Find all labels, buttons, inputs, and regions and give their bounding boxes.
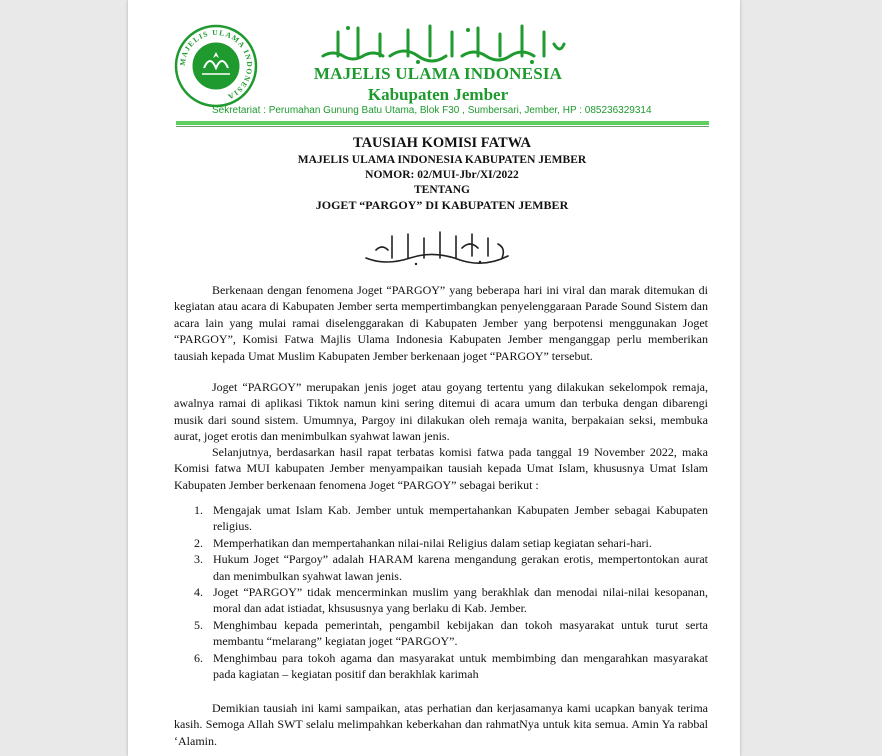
header-divider-thin (176, 126, 709, 127)
logo-ring-text: MAJELIS ULAMA INDONESIA (177, 27, 255, 102)
org-region: Kabupaten Jember (367, 85, 509, 104)
document-title: TAUSIAH KOMISI FATWA (352, 135, 532, 151)
org-name: MAJELIS ULAMA INDONESIA (313, 64, 563, 83)
paragraph-3 (174, 444, 708, 493)
paragraph-2 (174, 379, 708, 445)
list-item (188, 535, 708, 551)
list-item-text: Memperhatikan dan mempertahankan nilai-nilai Religius dalam setiap kegiatan sehari-hari. (213, 535, 652, 550)
list-item-text: Menghimbau kepada pemerintah, pengambil kebijakan dan tokoh masyarakat untuk turut serta membantu “melarang” kegiatan joget “PARGOY”. (213, 617, 708, 649)
list-item-number: 2. (194, 535, 203, 550)
paragraph-1-text: Berkenaan dengan fenomena Joget “PARGOY” yang beberapa hari ini viral dan marak ditemukan di kegiatan atau acara di Kabupaten Jember serta mempertimbangkan penyelenggaraan Parade Sound Sistem dan acara lain yang mulai ramai diselenggarakan di Kabupaten Jember yang berpotensi menggunakan Joget “PARGOY”, Komisi Fatwa Majlis Ulama Indonesia Kabupaten Jember menganggap perlu memberikan tausiah kepada Umat Muslim Kabupaten Jember berkenaan joget “PARGOY” tersebut. (174, 283, 708, 363)
list-item-number: 3. (194, 552, 203, 567)
list-item-text: Joget “PARGOY” tidak mencerminkan muslim yang berakhlak dan menodai nilai-nilai kesopanan, moral dan adat istiadat, khsususnya yang berlaku di Kab. Jember. (213, 585, 708, 616)
paragraph-3-text: Selanjutnya, berdasarkan hasil rapat terbatas komisi fatwa pada tanggal 19 November 2022, maka Komisi fatwa MUI kabupaten Jember menyampaikan tausiah kepada Umat Islam, khususnya Umat Islam Kabupaten Jember berkenaan fenomena Joget “PARGOY” sebagai berikut : (174, 445, 708, 492)
list-item-number: 1. (194, 503, 203, 517)
tausiah-list (188, 502, 708, 682)
list-item (188, 502, 708, 535)
list-item-text: Hukum Joget “Pargoy” adalah HARAM karena mengandung gerakan erotis, mempertontokan aurat dan menimbulkan syahwat lawan jenis. (213, 552, 708, 583)
list-item-number: 6. (194, 650, 203, 665)
list-item-text: Mengajak umat Islam Kab. Jember untuk mempertahankan Kabupaten Jember sebagai Kabupaten religius. (213, 503, 708, 534)
arabic-calligraphy-title (318, 22, 568, 66)
header-divider (176, 121, 709, 125)
basmala-calligraphy (362, 228, 512, 268)
document-org: MAJELIS ULAMA INDONESIA KABUPATEN JEMBER (297, 154, 587, 166)
list-item (188, 584, 708, 617)
list-item (188, 650, 708, 683)
list-item-number: 5. (194, 617, 203, 632)
list-item-text: Menghimbau para tokoh agama dan masyarakat untuk membimbing dan mengarahkan masyarakat pada kagiatan – kegiatan positif dan berakhlak karimah (213, 650, 708, 682)
document-about: TENTANG (413, 184, 471, 196)
paragraph-1 (174, 282, 708, 364)
document-page (128, 0, 740, 756)
secretariat-address: Sekretariat : Perumahan Gunung Batu Utama, Blok F30 , Sumbersari, Jember, HP : 085236329314 (212, 105, 652, 116)
closing-paragraph (174, 700, 708, 749)
paragraph-2-text: Joget “PARGOY” merupakan jenis joget atau goyang tertentu yang dilakukan sekelompok remaja, awalnya ramai di aplikasi Tiktok namun kini sering ditemui di acara umum dan terbuka dengan dibarengi musik dari sound sistem. Umumnya, Pargoy ini dilakukan oleh remaja wanita, berpakaian seksi, membuka aurat, joget erotis dan menimbulkan syahwat lawan jenis. (174, 380, 708, 444)
list-item (188, 617, 708, 650)
mui-logo (174, 24, 258, 108)
list-item (188, 551, 708, 584)
document-subject: JOGET “PARGOY” DI KABUPATEN JEMBER (315, 198, 569, 212)
closing-text: Demikian tausiah ini kami sampaikan, atas perhatian dan kerjasamanya kami ucapkan banyak terima kasih. Semoga Allah SWT selalu melimpahkan keberkahan dan rahmatNya untuk kita semua. Amin Ya rabbal ‘Alamin. (174, 701, 708, 748)
document-number: NOMOR: 02/MUI-Jbr/XI/2022 (365, 169, 519, 181)
list-item-number: 4. (194, 585, 203, 600)
